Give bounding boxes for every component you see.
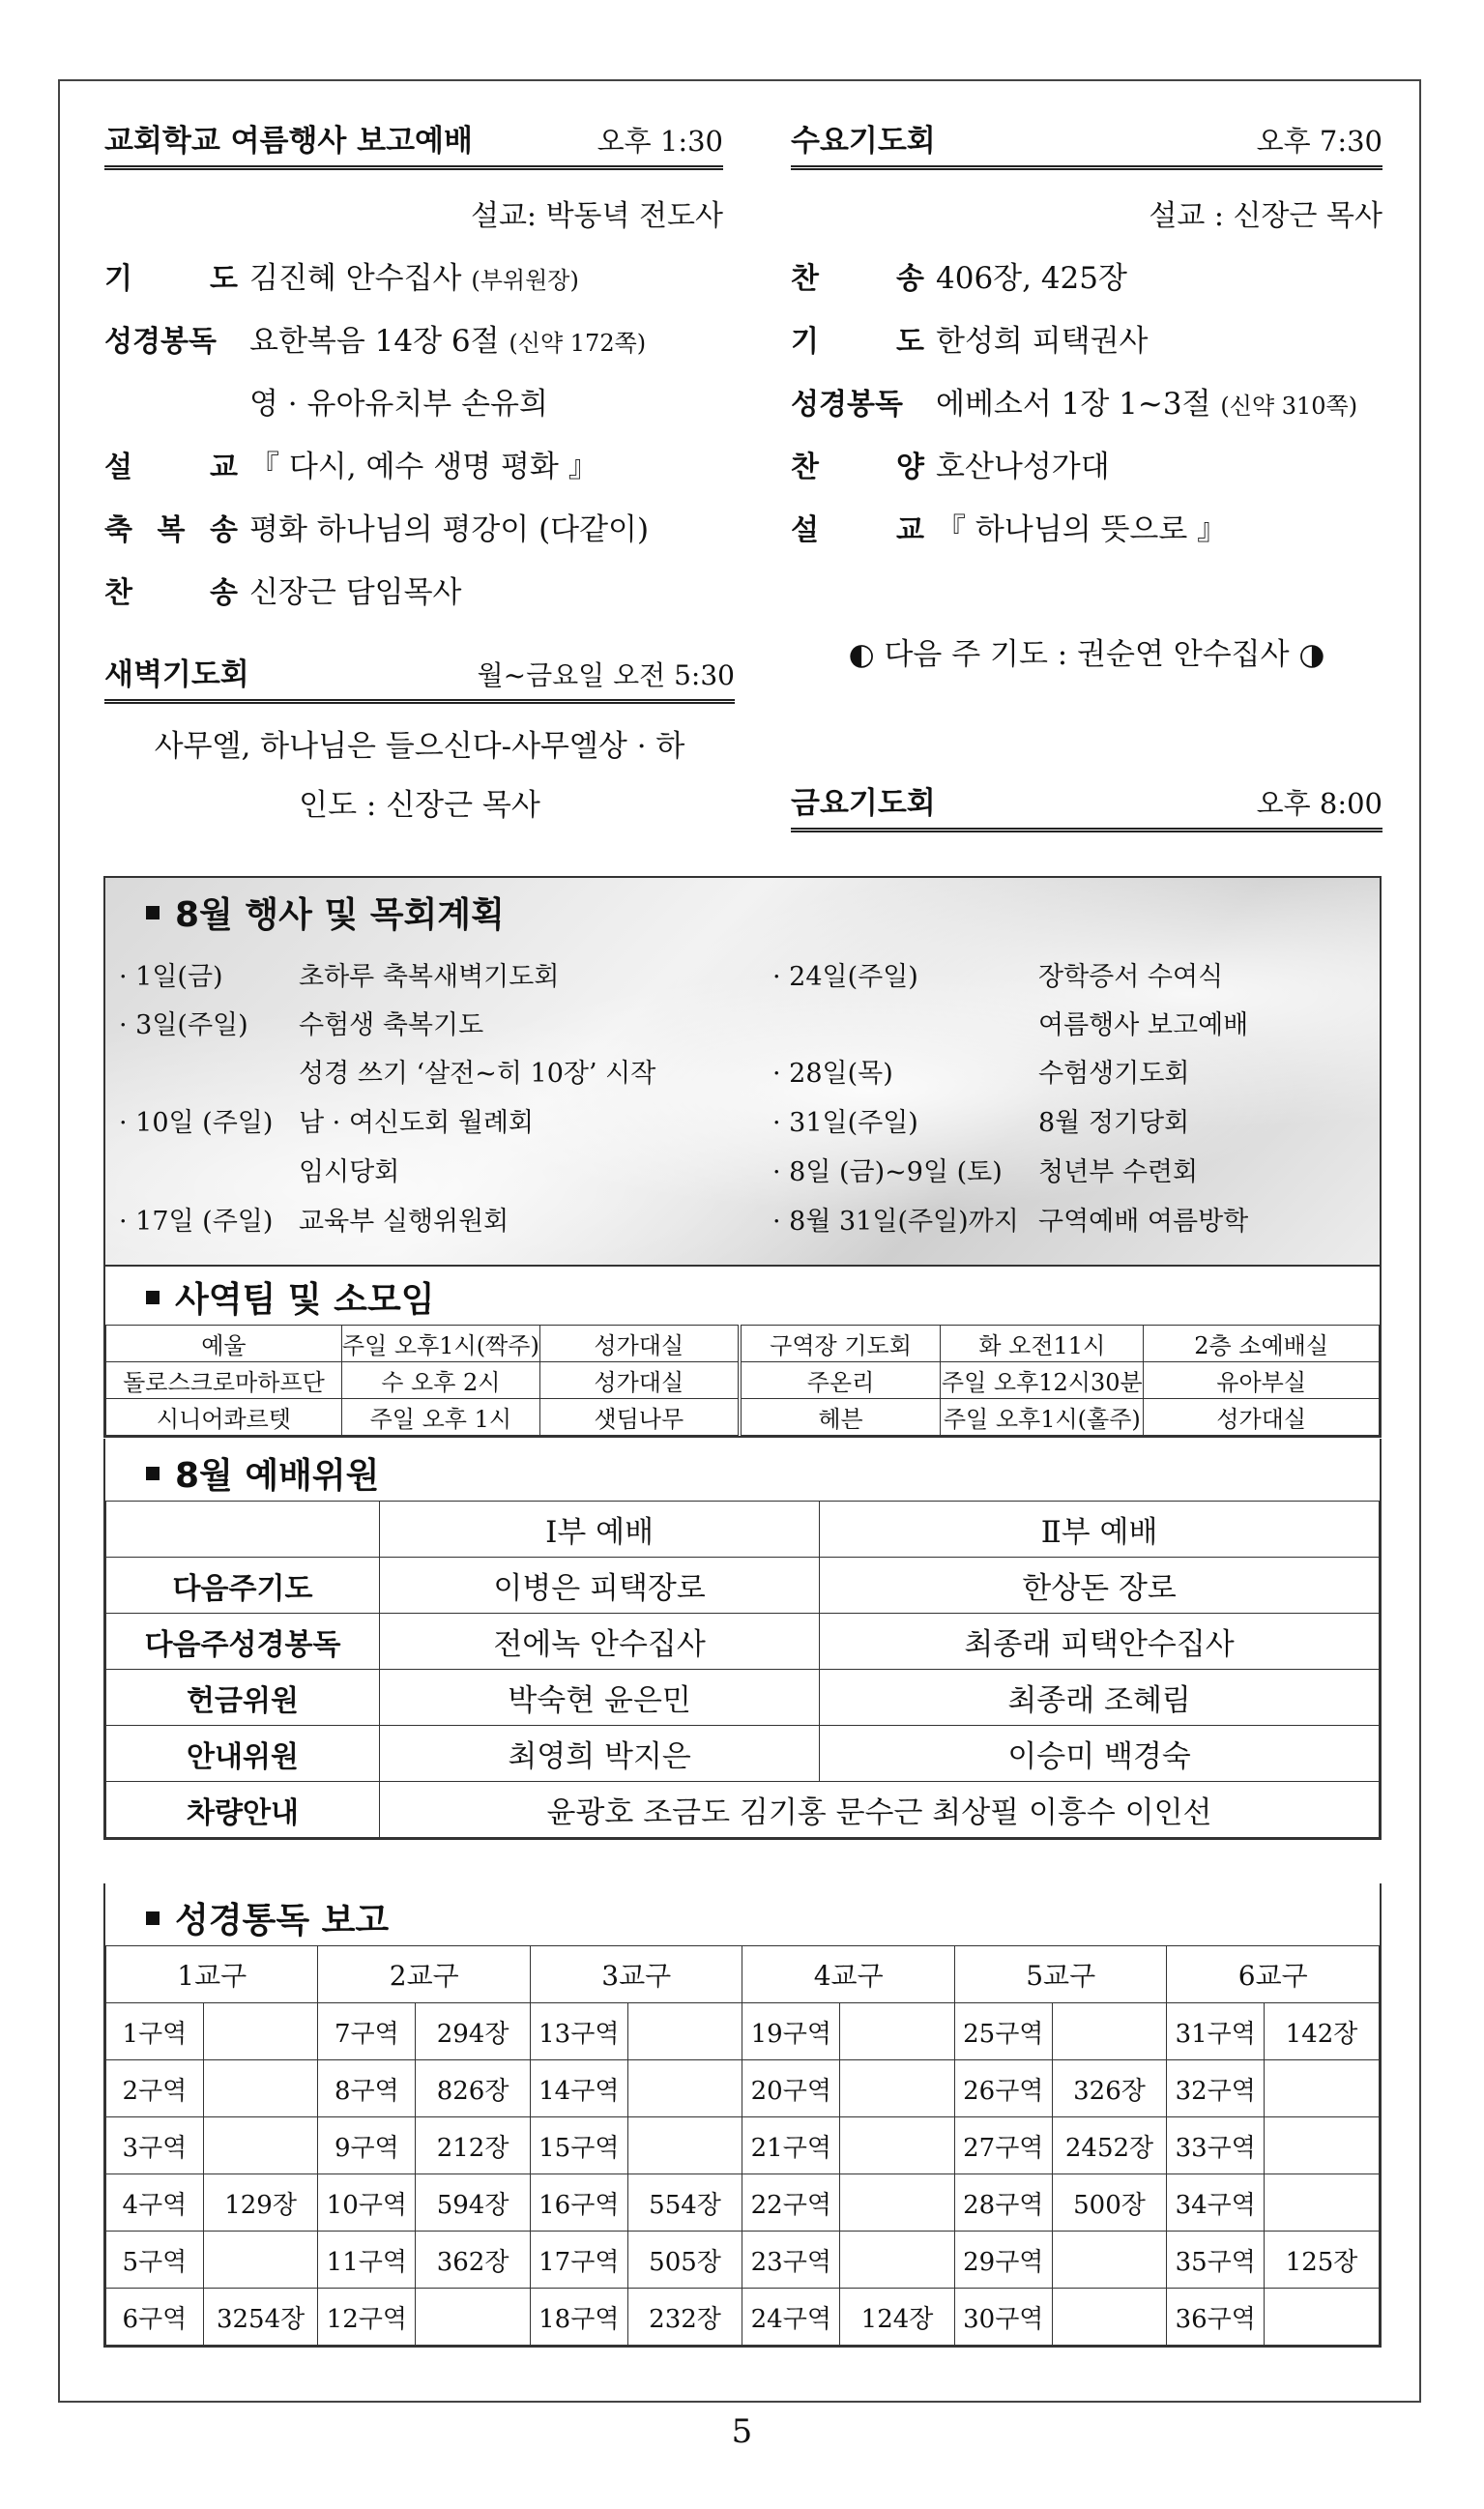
square-bullet-icon: [146, 1467, 160, 1480]
summer-report-time: 오후 1:30: [597, 125, 723, 158]
team-cell: 주일 오후 1시: [341, 1399, 539, 1436]
bible-district: 12구역: [318, 2289, 416, 2346]
order-label-char: 송: [896, 262, 924, 296]
dawn-prayer-time: 월~금요일 오전 5:30: [477, 659, 735, 691]
bible-district: 14구역: [530, 2060, 627, 2117]
team-cell: 돌로스크로마하프단: [106, 1362, 342, 1399]
teams-section: [103, 1263, 1382, 1438]
bible-count: 326장: [1052, 2060, 1167, 2117]
friday-time: 오후 8:00: [1256, 787, 1382, 820]
table-row: [106, 1782, 1380, 1838]
bible-title: 성경통독 보고: [175, 1901, 390, 1940]
order-value: [249, 253, 579, 297]
bible-district: 33구역: [1167, 2117, 1265, 2174]
bible-district: 21구역: [742, 2117, 840, 2174]
order-label: [791, 443, 936, 485]
order-note: (신약 172쪽): [509, 330, 647, 357]
event-desc: 수험생기도회: [1038, 1059, 1190, 1089]
order-value: [249, 505, 649, 548]
order-value: [249, 379, 548, 423]
worship-first: 최영희 박지은: [380, 1726, 820, 1782]
bible-district: 8구역: [318, 2060, 416, 2117]
wednesday-order: [791, 253, 1382, 548]
team-cell: 2층 소예배실: [1144, 1326, 1380, 1362]
dawn-prayer-leader: 인도 : 신장근 목사: [299, 788, 540, 823]
order-row: [791, 379, 1382, 423]
bible-district: 36구역: [1167, 2289, 1265, 2346]
order-value: [936, 316, 1148, 360]
car-label: 차량안내: [106, 1782, 380, 1838]
order-value-text: 『 하나님의 뜻으로 』: [936, 512, 1228, 547]
bible-count: [1265, 2060, 1380, 2117]
bible-header: [105, 1883, 1380, 1945]
order-value-text: 한성희 피택권사: [936, 324, 1149, 359]
summer-report-order: [104, 253, 723, 611]
bible-district: 26구역: [954, 2060, 1052, 2117]
order-label: [104, 506, 249, 548]
table-row: [106, 2232, 1380, 2289]
teams-title: 사역팀 및 소모임: [175, 1280, 435, 1320]
worship-col2: Ⅱ부 예배: [820, 1502, 1380, 1558]
bible-count: [840, 2060, 955, 2117]
bible-district: 16구역: [530, 2174, 627, 2232]
table-row: [106, 2117, 1380, 2174]
team-cell: 수 오후 2시: [341, 1362, 539, 1399]
bible-district: 23구역: [742, 2232, 840, 2289]
bible-count: 826장: [416, 2060, 531, 2117]
order-label-char: 찬: [104, 576, 132, 610]
bible-count: [840, 2232, 955, 2289]
order-value: [249, 568, 461, 611]
bible-count: [1265, 2174, 1380, 2232]
dawn-prayer-header: [104, 650, 735, 704]
wednesday-time: 오후 7:30: [1256, 125, 1382, 158]
summer-report-header: [104, 116, 723, 170]
bible-district: 20구역: [742, 2060, 840, 2117]
event-date: · 17일 (주일): [119, 1207, 274, 1237]
table-row: [106, 2174, 1380, 2232]
order-value: [936, 253, 1127, 297]
bible-count: [1265, 2117, 1380, 2174]
event-desc: 수험생 축복기도: [299, 1010, 484, 1040]
table-row: [106, 1670, 1380, 1726]
bible-district: 7구역: [318, 2003, 416, 2060]
event-date: · 1일(금): [119, 962, 223, 992]
friday-header: [791, 778, 1382, 832]
order-value: [936, 442, 1110, 485]
bible-count: [840, 2003, 955, 2060]
wednesday-header: [791, 116, 1382, 170]
table-row: [106, 1362, 1380, 1399]
order-label-char: 양: [896, 451, 924, 484]
bible-district: 3구역: [106, 2117, 204, 2174]
order-label-char: 찬: [791, 451, 819, 484]
order-value-text: 요한복음 14장 6절: [249, 324, 500, 359]
worship-second: 이승미 백경숙: [820, 1726, 1380, 1782]
wednesday-prayer-section: [791, 116, 1382, 673]
bible-district: 31구역: [1167, 2003, 1265, 2060]
bible-count: [840, 2174, 955, 2232]
worship-role: 안내위원: [106, 1726, 380, 1782]
bible-group: 2교구: [318, 1946, 530, 2003]
order-row: [791, 442, 1382, 485]
order-label-char: 축: [104, 513, 132, 547]
bible-count: [627, 2117, 742, 2174]
bible-group: 6교구: [1167, 1946, 1380, 2003]
bible-district: 19구역: [742, 2003, 840, 2060]
worship-role: 다음주성경봉독: [106, 1614, 380, 1670]
bible-count: [627, 2003, 742, 2060]
team-cell: 화 오전11시: [941, 1326, 1144, 1362]
bible-count: 124장: [840, 2289, 955, 2346]
order-label-char: 교: [210, 451, 238, 484]
event-desc: 남 · 여신도회 월례회: [299, 1108, 534, 1138]
table-row: [106, 1399, 1380, 1436]
order-row: [791, 505, 1382, 548]
order-label-char: 송: [210, 576, 238, 610]
square-bullet-icon: [146, 1911, 160, 1925]
square-bullet-icon: [146, 1291, 160, 1304]
order-label: [104, 443, 249, 485]
teams-table: [105, 1325, 1380, 1436]
order-value-text: 『 다시, 예수 생명 평화 』: [249, 450, 598, 484]
bible-count: 505장: [627, 2232, 742, 2289]
worship-first: 박숙현 윤은민: [380, 1670, 820, 1726]
bible-district: 9구역: [318, 2117, 416, 2174]
order-label: [104, 569, 249, 611]
teams-header: [105, 1263, 1380, 1325]
order-value-text: 에베소서 1장 1~3절: [936, 387, 1211, 422]
bible-district: 32구역: [1167, 2060, 1265, 2117]
order-label-char: 찬: [791, 262, 819, 296]
team-cell: 주일 오후1시(짝주): [341, 1326, 539, 1362]
bible-count: 3254장: [203, 2289, 318, 2346]
event-date: · 8일 (금)~9일 (토): [772, 1157, 1003, 1187]
bible-table: [105, 1945, 1380, 2346]
bible-count: 212장: [416, 2117, 531, 2174]
event-desc: 구역예배 여름방학: [1038, 1207, 1249, 1237]
order-label-char: 복: [157, 513, 186, 547]
bible-count: [1052, 2003, 1167, 2060]
car-members: 윤광호 조금도 김기홍 문수근 최상필 이흥수 이인선: [380, 1782, 1380, 1838]
bible-district: 6구역: [106, 2289, 204, 2346]
order-note: (신약 310쪽): [1220, 393, 1358, 420]
event-desc: 청년부 수련회: [1038, 1157, 1199, 1187]
order-label: [104, 254, 249, 297]
event-date: · 24일(주일): [772, 962, 918, 992]
table-row: [106, 2003, 1380, 2060]
event-desc: 여름행사 보고예배: [1038, 1010, 1249, 1040]
worship-section: [103, 1439, 1382, 1840]
bible-count: [416, 2289, 531, 2346]
order-value: [249, 442, 598, 485]
worship-col1: Ⅰ부 예배: [380, 1502, 820, 1558]
bible-district: 1구역: [106, 2003, 204, 2060]
bible-group: 4교구: [742, 1946, 954, 2003]
events-title: 8월 행사 및 목회계획: [175, 895, 505, 935]
bible-district: 24구역: [742, 2289, 840, 2346]
event-desc: 장학증서 수여식: [1038, 962, 1224, 992]
team-cell: 성가대실: [1144, 1399, 1380, 1436]
bible-count: 500장: [1052, 2174, 1167, 2232]
order-value: [936, 505, 1227, 548]
friday-title: 금요기도회: [791, 786, 936, 821]
worship-second: 한상돈 장로: [820, 1558, 1380, 1614]
event-date: · 8월 31일(주일)까지: [772, 1207, 1019, 1237]
order-label-char: 기: [104, 262, 132, 296]
bible-district: 11구역: [318, 2232, 416, 2289]
worship-header: [105, 1439, 1380, 1501]
order-label: [791, 506, 936, 548]
order-row: [104, 442, 723, 485]
worship-table: [105, 1501, 1380, 1838]
order-row: [791, 316, 1382, 360]
order-label: [791, 254, 936, 297]
bible-count: [627, 2060, 742, 2117]
bible-district: 10구역: [318, 2174, 416, 2232]
bible-count: 129장: [203, 2174, 318, 2232]
worship-second: 최종래 조혜림: [820, 1670, 1380, 1726]
order-label-char: 성경봉독: [791, 388, 903, 422]
order-value: [249, 316, 646, 360]
worship-title: 8월 예배위원: [175, 1456, 380, 1496]
order-value-text: 평화 하나님의 평강이 (다같이): [249, 512, 650, 547]
bible-district: 30구역: [954, 2289, 1052, 2346]
event-date: · 10일 (주일): [119, 1108, 274, 1138]
square-bullet-icon: [146, 906, 160, 919]
team-cell: 주일 오후1시(홀주): [941, 1399, 1144, 1436]
bible-count: 554장: [627, 2174, 742, 2232]
order-value-text: 김진혜 안수집사: [249, 261, 462, 296]
team-cell: 시니어콰르텟: [106, 1399, 342, 1436]
bible-district: 13구역: [530, 2003, 627, 2060]
bible-count: 232장: [627, 2289, 742, 2346]
event-date: · 28일(목): [772, 1059, 893, 1089]
event-date: · 3일(주일): [119, 1010, 248, 1040]
events-section: [103, 876, 1382, 1267]
bible-count: [1052, 2289, 1167, 2346]
bible-count: [203, 2060, 318, 2117]
bible-count: 294장: [416, 2003, 531, 2060]
next-prayer-note: ◐ 다음 주 기도 : 권순연 안수집사 ◑: [848, 637, 1325, 672]
order-value-text: 호산나성가대: [936, 450, 1110, 484]
order-label: [791, 317, 936, 360]
bible-district: 34구역: [1167, 2174, 1265, 2232]
bible-district: 27구역: [954, 2117, 1052, 2174]
order-label-char: 성경봉독: [104, 325, 217, 359]
team-cell: 성가대실: [539, 1326, 739, 1362]
bible-district: 2구역: [106, 2060, 204, 2117]
order-label: [104, 317, 249, 360]
event-desc: 교육부 실행위원회: [299, 1207, 509, 1237]
bible-count: [203, 2117, 318, 2174]
order-row: [104, 379, 723, 423]
bible-count: [203, 2232, 318, 2289]
bible-count: 362장: [416, 2232, 531, 2289]
bible-group: 1교구: [106, 1946, 318, 2003]
order-label-char: 도: [210, 262, 238, 296]
table-row: [106, 1726, 1380, 1782]
order-note: (부위원장): [471, 267, 579, 294]
worship-second: 최종래 피택안수집사: [820, 1614, 1380, 1670]
bible-section: [103, 1883, 1382, 2348]
order-value-text: 신장근 담임목사: [249, 575, 462, 610]
event-desc: 임시당회: [299, 1157, 400, 1187]
page-number: 5: [731, 2412, 753, 2451]
wednesday-title: 수요기도회: [791, 124, 936, 159]
order-row: [791, 253, 1382, 297]
team-cell: 헤븐: [740, 1399, 941, 1436]
worship-role: 다음주기도: [106, 1558, 380, 1614]
table-row: [106, 1326, 1380, 1362]
bible-count: 125장: [1265, 2232, 1380, 2289]
team-cell: 샛딤나무: [539, 1399, 739, 1436]
worship-head-row: [106, 1502, 1380, 1558]
bible-group: 5교구: [954, 1946, 1166, 2003]
dawn-prayer-section: [104, 650, 735, 824]
team-cell: 주일 오후12시30분: [941, 1362, 1144, 1399]
order-row: [104, 253, 723, 297]
bible-count: [203, 2003, 318, 2060]
order-label-char: 도: [896, 325, 924, 359]
bible-district: 18구역: [530, 2289, 627, 2346]
table-row: [106, 1946, 1380, 2003]
friday-prayer-section: [791, 778, 1382, 832]
order-label-char: 기: [791, 325, 819, 359]
event-date: · 31일(주일): [772, 1108, 918, 1138]
bible-district: 28구역: [954, 2174, 1052, 2232]
team-cell: 유아부실: [1144, 1362, 1380, 1399]
bible-count: 594장: [416, 2174, 531, 2232]
team-cell: 예울: [106, 1326, 342, 1362]
order-label-char: 설: [791, 513, 819, 547]
order-row: [104, 505, 723, 548]
order-value: [936, 379, 1357, 423]
table-row: [106, 2060, 1380, 2117]
worship-corner-cell: [106, 1502, 380, 1558]
team-cell: 구역장 기도회: [740, 1326, 941, 1362]
bible-count: [840, 2117, 955, 2174]
dawn-prayer-title: 새벽기도회: [104, 657, 249, 692]
team-cell: 성가대실: [539, 1362, 739, 1399]
team-cell: 주온리: [740, 1362, 941, 1399]
worship-role: 헌금위원: [106, 1670, 380, 1726]
wednesday-preacher: 설교 : 신장근 목사: [1149, 199, 1382, 233]
table-row: [106, 1558, 1380, 1614]
summer-report-section: [104, 116, 723, 611]
table-row: [106, 2289, 1380, 2346]
order-value-text: 406장, 425장: [936, 261, 1127, 296]
bible-count: [1265, 2289, 1380, 2346]
event-desc: 성경 쓰기 ‘살전~히 10장’ 시작: [299, 1059, 656, 1089]
order-row: [104, 568, 723, 611]
order-label: [791, 380, 936, 423]
bible-count: [1052, 2232, 1167, 2289]
events-header: [105, 878, 1380, 940]
event-desc: 초하루 축복새벽기도회: [299, 962, 560, 992]
bible-group: 3교구: [530, 1946, 742, 2003]
worship-first: 전에녹 안수집사: [380, 1614, 820, 1670]
order-label-char: 설: [104, 451, 132, 484]
bible-district: 22구역: [742, 2174, 840, 2232]
summer-report-preacher: 설교: 박동녁 전도사: [470, 199, 723, 233]
bible-district: 25구역: [954, 2003, 1052, 2060]
order-label-char: 교: [896, 513, 924, 547]
order-row: [104, 316, 723, 360]
bible-district: 17구역: [530, 2232, 627, 2289]
bible-count: 142장: [1265, 2003, 1380, 2060]
dawn-prayer-text: 사무엘, 하나님은 들으신다-사무엘상 · 하: [154, 729, 685, 764]
summer-report-title: 교회학교 여름행사 보고예배: [104, 124, 473, 159]
event-desc: 8월 정기당회: [1038, 1108, 1190, 1138]
bible-district: 35구역: [1167, 2232, 1265, 2289]
table-row: [106, 1614, 1380, 1670]
bible-district: 29구역: [954, 2232, 1052, 2289]
order-label-char: 송: [210, 513, 238, 547]
events-board: [105, 878, 1380, 1265]
worship-first: 이병은 피택장로: [380, 1558, 820, 1614]
bible-district: 4구역: [106, 2174, 204, 2232]
bible-district: 15구역: [530, 2117, 627, 2174]
order-value-text: 영 · 유아유치부 손유희: [249, 387, 548, 422]
bible-count: 2452장: [1052, 2117, 1167, 2174]
bible-district: 5구역: [106, 2232, 204, 2289]
